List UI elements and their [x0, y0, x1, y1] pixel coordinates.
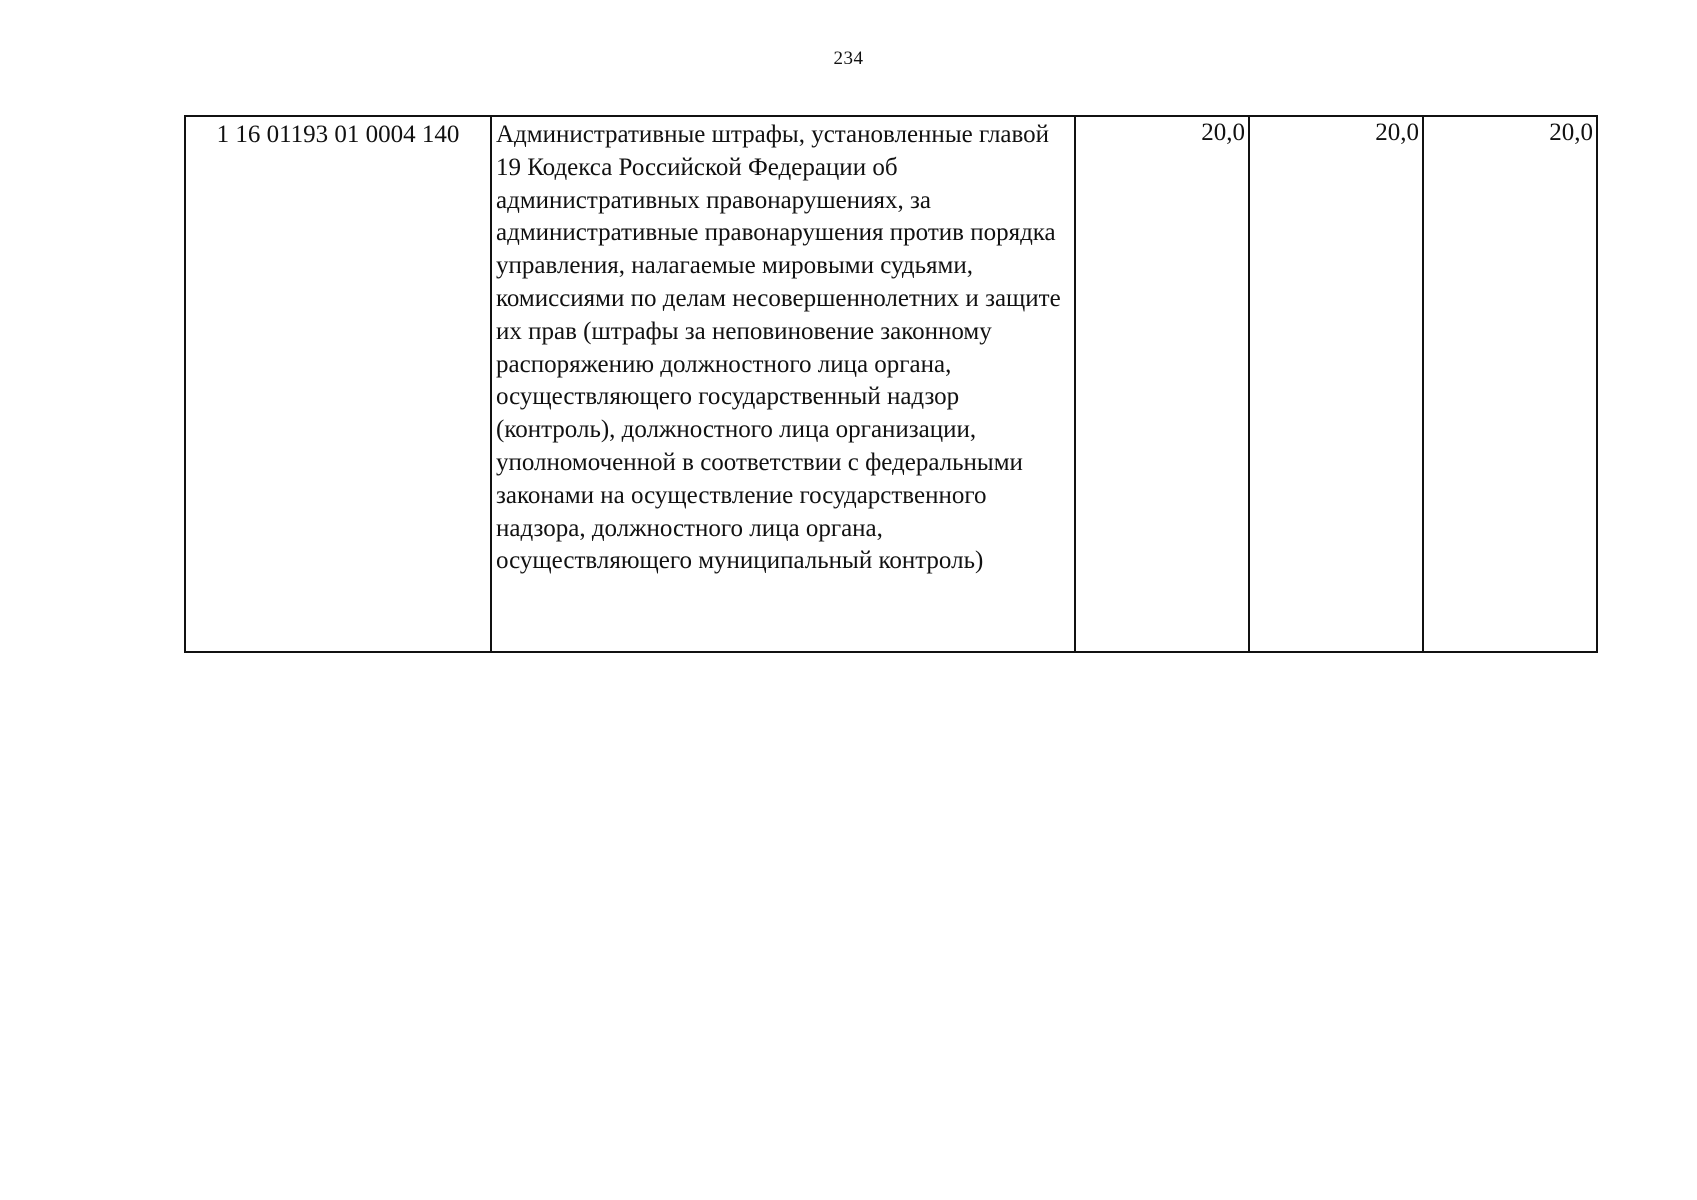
page-number: 234	[833, 48, 864, 69]
revenue-description: Административные штрафы, установленные главой 19 Кодекса Российской Федерации об административных правонарушениях, за административные правонарушения против порядка управления, налагаемые мировыми судьями, комиссиями по делам несовершеннолетних и защите их прав (штрафы за неповиновение законному распоряжению должностного лица органа, осуществляющего государственный надзор (контроль), должностного лица организации, уполномоченной в соответствии с федеральными законами на осуществление государственного надзора, должностного лица органа, осуществляющего муниципальный контроль)	[491, 116, 1075, 652]
amount-year-2: 20,0	[1249, 116, 1423, 652]
amount-year-1: 20,0	[1075, 116, 1249, 652]
amount-year-3: 20,0	[1423, 116, 1597, 652]
table-row	[185, 116, 1597, 652]
budget-classification-code: 1 16 01193 01 0004 140	[185, 116, 491, 652]
budget-table	[184, 115, 1598, 653]
